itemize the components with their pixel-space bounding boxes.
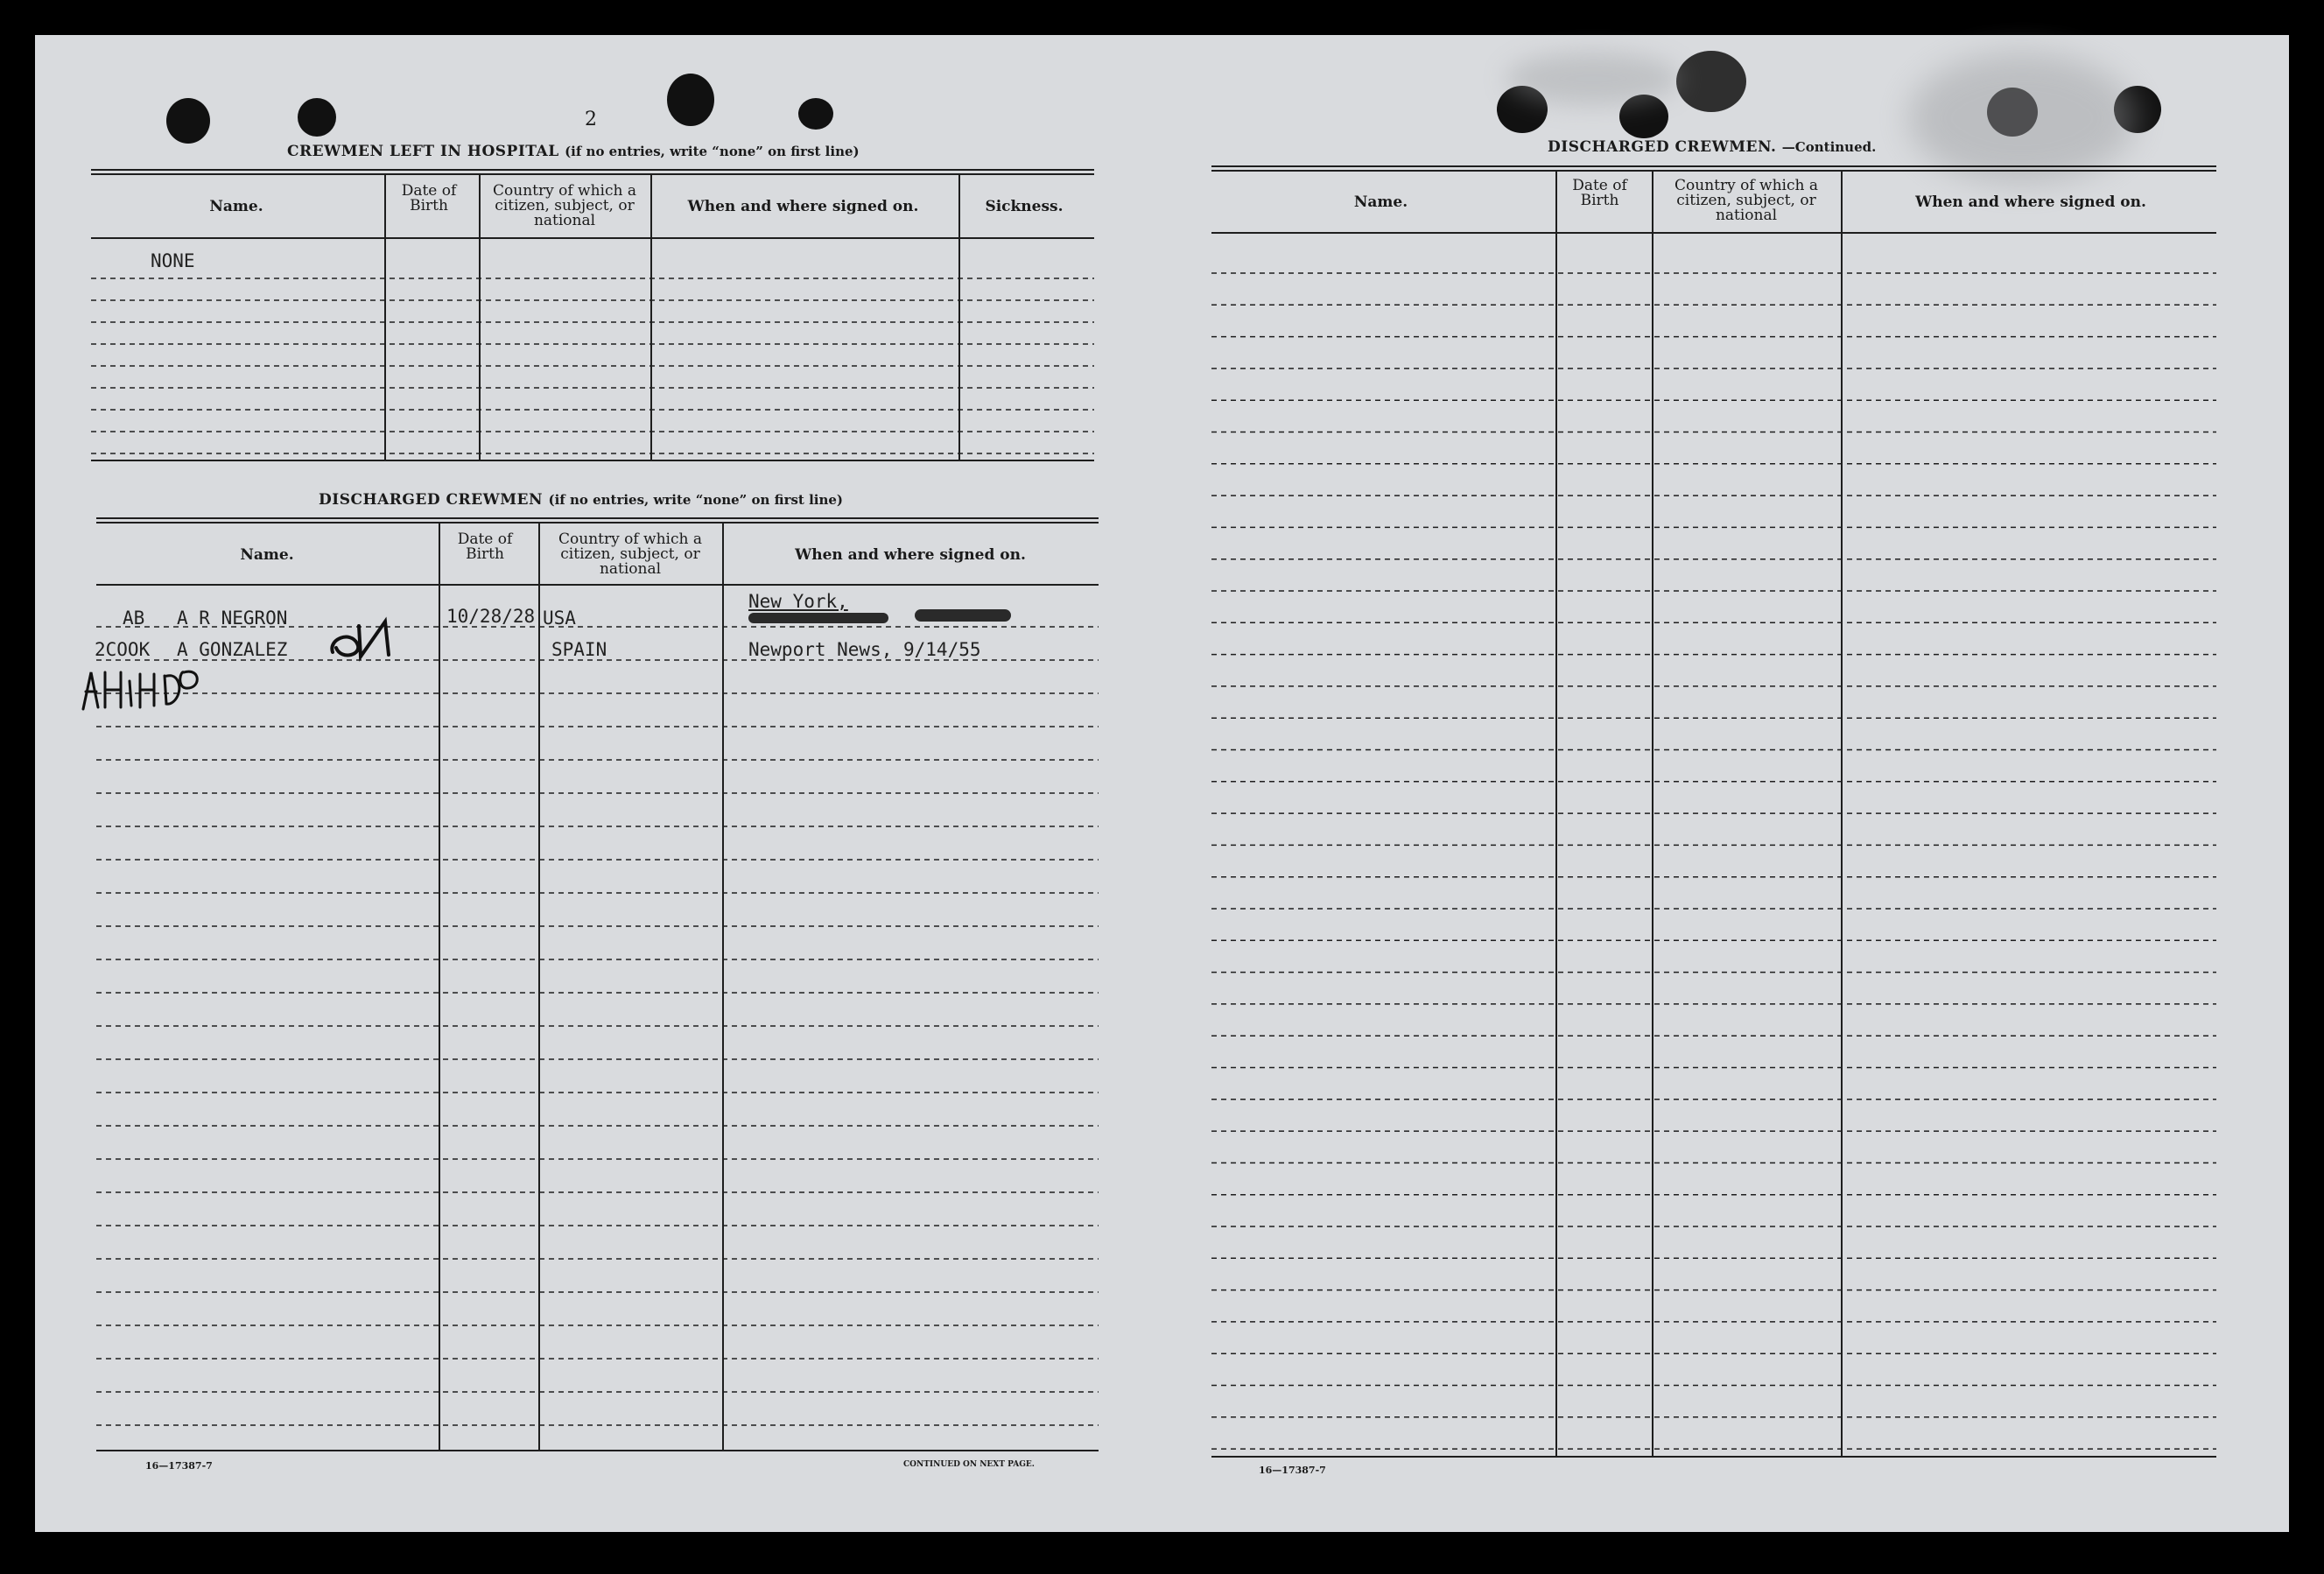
row2-rating: 2COOK xyxy=(95,639,151,660)
row1-name: A R NEGRON xyxy=(177,608,288,629)
right-col-signed-on: When and where signed on. xyxy=(1915,193,2146,211)
hospital-col-name: Name. xyxy=(209,198,263,215)
row2-name: A GONZALEZ xyxy=(177,639,288,660)
page-number: 2 xyxy=(585,109,598,130)
hospital-col-dob: Date of Birth xyxy=(401,182,457,214)
discharged-col-dob: Date of Birth xyxy=(457,531,513,563)
hospital-section-title xyxy=(287,143,860,160)
right-form-number: 16—17387-7 xyxy=(1259,1465,1326,1476)
right-col-dob: Date of Birth xyxy=(1572,177,1627,209)
handwritten-initials xyxy=(324,613,411,665)
hospital-col-country: Country of which a citizen, subject, or national xyxy=(493,182,636,229)
right-col-country: Country of which a citizen, subject, or national xyxy=(1675,177,1818,224)
handwritten-note xyxy=(79,664,201,716)
row1-dob: 10/28/28 xyxy=(446,606,536,627)
struck-out-text xyxy=(748,613,888,623)
continued-note: CONTINUED ON NEXT PAGE. xyxy=(903,1460,1035,1469)
right-section-title xyxy=(1548,138,1876,156)
discharged-col-name: Name. xyxy=(240,546,294,564)
row1-rating: AB xyxy=(123,608,145,629)
hospital-title-text: CREWMEN LEFT IN HOSPITAL xyxy=(287,143,559,160)
discharged-col-signed-on: When and where signed on. xyxy=(795,546,1026,564)
hospital-entry: NONE xyxy=(151,250,195,271)
discharged-section-title xyxy=(319,491,843,509)
discharged-title-text: DISCHARGED CREWMEN xyxy=(319,491,544,509)
discharged-title-note: (if no entries, write “none” on first line) xyxy=(548,492,844,508)
row1-signed-on: New York, xyxy=(748,591,848,612)
struck-out-text xyxy=(915,609,1011,622)
right-col-name: Name. xyxy=(1353,193,1408,211)
row2-signed-on: Newport News, 9/14/55 xyxy=(748,639,981,660)
hospital-col-signed-on: When and where signed on. xyxy=(687,198,919,215)
discharged-col-country: Country of which a citizen, subject, or national xyxy=(558,531,702,578)
row2-country: SPAIN xyxy=(551,639,607,660)
hospital-col-sickness: Sickness. xyxy=(985,198,1064,215)
right-title-suffix: —Continued. xyxy=(1781,139,1877,155)
right-title-text: DISCHARGED CREWMEN. xyxy=(1548,138,1777,156)
hospital-title-note: (if no entries, write “none” on first line) xyxy=(565,144,860,159)
left-form-number: 16—17387-7 xyxy=(145,1460,213,1472)
row1-country: USA xyxy=(543,608,576,629)
